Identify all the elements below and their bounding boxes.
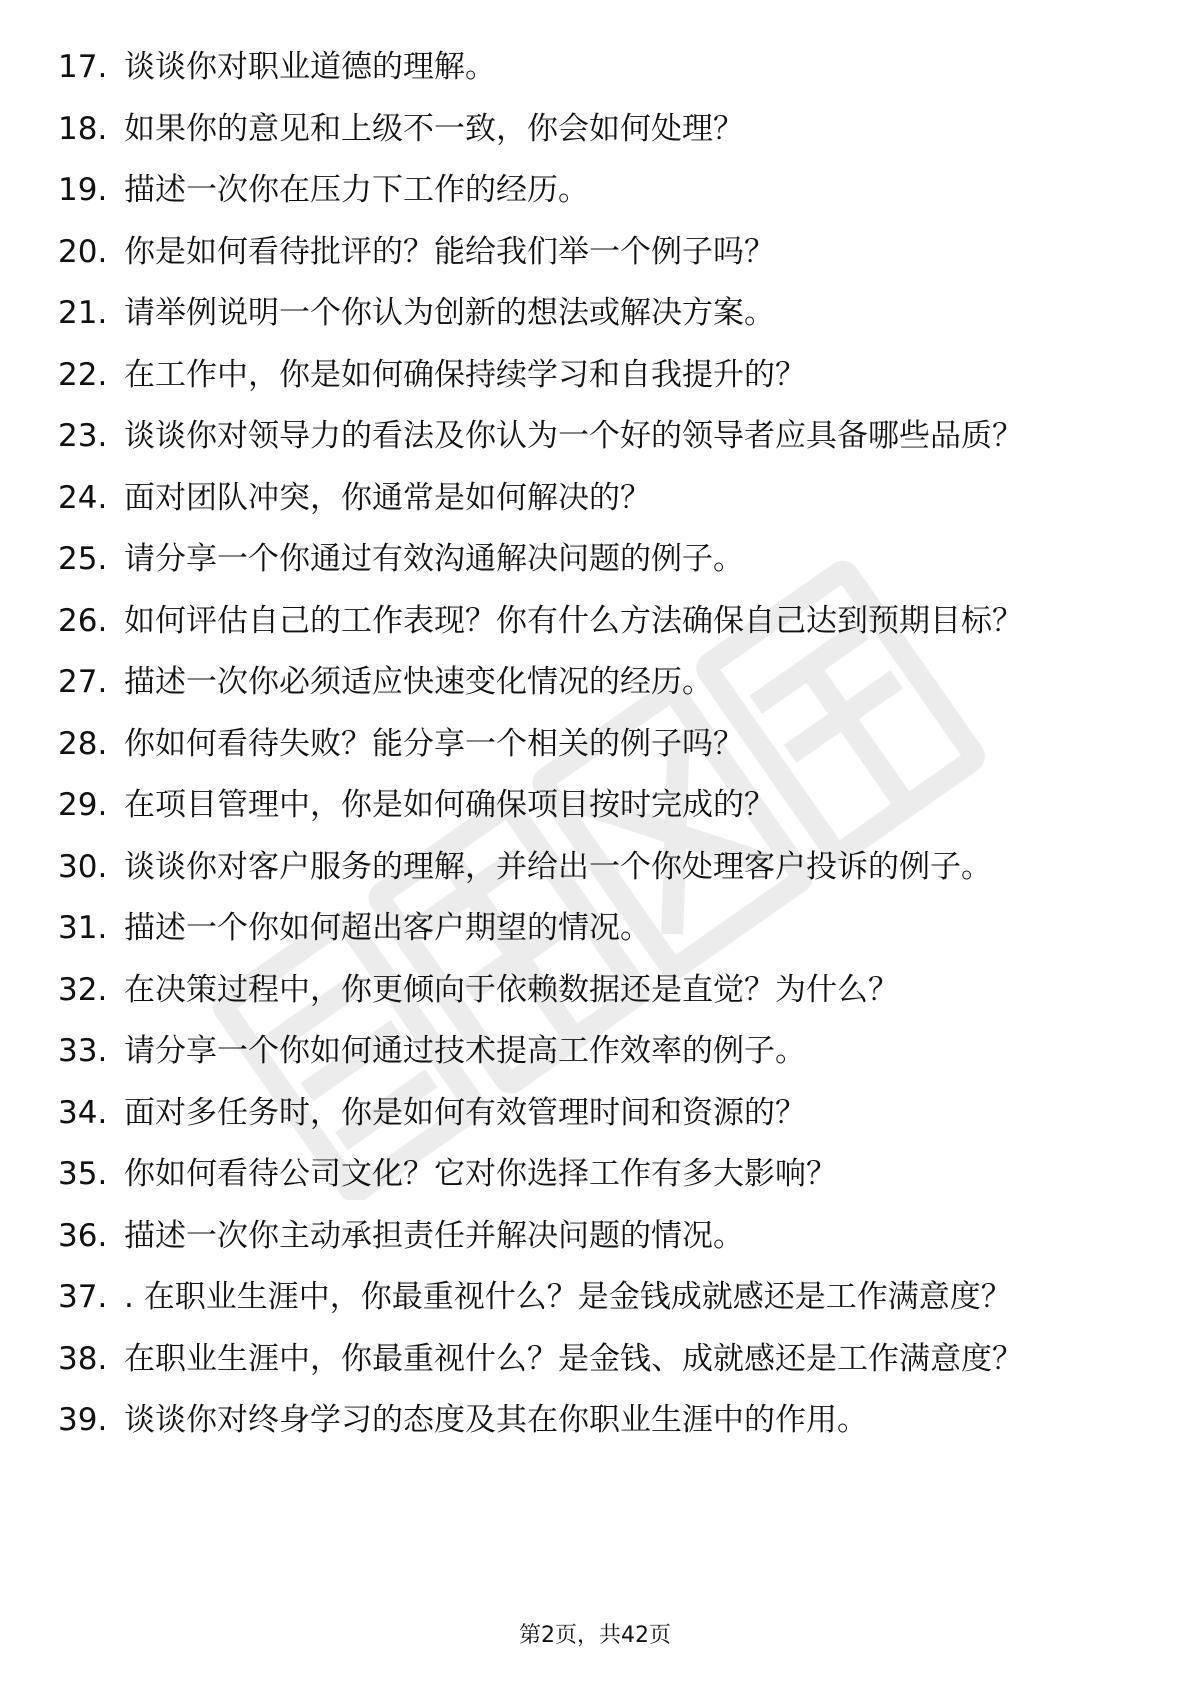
question-text: 请分享一个你通过有效沟通解决问题的例子。: [124, 541, 744, 577]
question-number: 18.: [58, 110, 108, 147]
question-list: [58, 46, 1138, 1461]
question-item: [58, 846, 1138, 888]
question-item: [58, 1276, 1138, 1318]
question-item: [58, 538, 1138, 580]
page-footer: 第2页，共42页: [519, 1623, 671, 1648]
question-text: 如何评估自己的工作表现？你有什么方法确保自己达到预期目标？: [124, 602, 1023, 639]
question-number: 37.: [58, 1279, 108, 1315]
question-number: 22.: [58, 356, 108, 393]
question-number: 20.: [58, 233, 108, 270]
question-number: 29.: [58, 787, 108, 823]
question-item: [58, 1338, 1138, 1380]
question-item: [58, 354, 1138, 396]
question-text: 在工作中，你是如何确保持续学习和自我提升的？: [124, 356, 806, 393]
question-item: [58, 477, 1138, 519]
question-text: 谈谈你对领导力的看法及你认为一个好的领导者应具备哪些品质？: [124, 418, 1023, 454]
question-number: 23.: [58, 418, 108, 454]
question-text: 面对团队冲突，你通常是如何解决的？: [124, 479, 651, 516]
question-number: 30.: [58, 848, 108, 885]
question-item: [58, 723, 1138, 765]
question-item: [58, 231, 1138, 273]
question-item: [58, 969, 1138, 1011]
question-text: 请举例说明一个你认为创新的想法或解决方案。: [124, 295, 775, 331]
question-text: 你如何看待公司文化？它对你选择工作有多大影响？: [124, 1156, 837, 1192]
question-number: 35.: [58, 1156, 108, 1192]
question-text: 在职业生涯中，你最重视什么？是金钱、成就感还是工作满意度？: [124, 1340, 1023, 1377]
question-text: . 在职业生涯中，你最重视什么？是金钱成就感还是工作满意度？: [124, 1279, 1012, 1315]
question-number: 39.: [58, 1402, 108, 1438]
question-number: 33.: [58, 1033, 108, 1069]
question-item: [58, 1399, 1138, 1441]
question-item: [58, 1215, 1138, 1257]
question-item: [58, 292, 1138, 334]
question-text: 谈谈你对终身学习的态度及其在你职业生涯中的作用。: [124, 1402, 868, 1438]
question-item: [58, 1030, 1138, 1072]
question-item: [58, 1153, 1138, 1195]
question-text: 你如何看待失败？能分享一个相关的例子吗？: [124, 725, 744, 762]
question-item: [58, 600, 1138, 642]
question-text: 在项目管理中，你是如何确保项目按时完成的？: [124, 787, 775, 823]
question-text: 描述一次你在压力下工作的经历。: [124, 172, 589, 208]
question-number: 28.: [58, 725, 108, 762]
question-number: 21.: [58, 295, 108, 331]
question-item: [58, 169, 1138, 211]
question-item: [58, 415, 1138, 457]
question-number: 19.: [58, 172, 108, 208]
question-text: 请分享一个你如何通过技术提高工作效率的例子。: [124, 1033, 806, 1069]
question-number: 34.: [58, 1094, 108, 1131]
question-text: 谈谈你对客户服务的理解，并给出一个你处理客户投诉的例子。: [124, 848, 992, 885]
question-number: 38.: [58, 1340, 108, 1377]
question-number: 27.: [58, 664, 108, 700]
question-item: [58, 784, 1138, 826]
question-text: 描述一个你如何超出客户期望的情况。: [124, 910, 651, 946]
question-text: 谈谈你对职业道德的理解。: [124, 49, 496, 85]
question-item: [58, 1092, 1138, 1134]
question-number: 32.: [58, 971, 108, 1008]
question-number: 24.: [58, 479, 108, 516]
question-text: 面对多任务时，你是如何有效管理时间和资源的？: [124, 1094, 806, 1131]
question-number: 25.: [58, 541, 108, 577]
question-item: [58, 46, 1138, 88]
question-item: [58, 661, 1138, 703]
question-number: 26.: [58, 602, 108, 639]
question-text: 描述一次你必须适应快速变化情况的经历。: [124, 664, 713, 700]
question-item: [58, 108, 1138, 150]
question-text: 描述一次你主动承担责任并解决问题的情况。: [124, 1217, 744, 1254]
question-text: 你是如何看待批评的？能给我们举一个例子吗？: [124, 233, 775, 270]
question-number: 36.: [58, 1217, 108, 1254]
question-item: [58, 907, 1138, 949]
question-text: 如果你的意见和上级不一致，你会如何处理？: [124, 110, 744, 147]
question-number: 31.: [58, 910, 108, 946]
question-number: 17.: [58, 49, 108, 85]
question-text: 在决策过程中，你更倾向于依赖数据还是直觉？为什么？: [124, 971, 899, 1008]
